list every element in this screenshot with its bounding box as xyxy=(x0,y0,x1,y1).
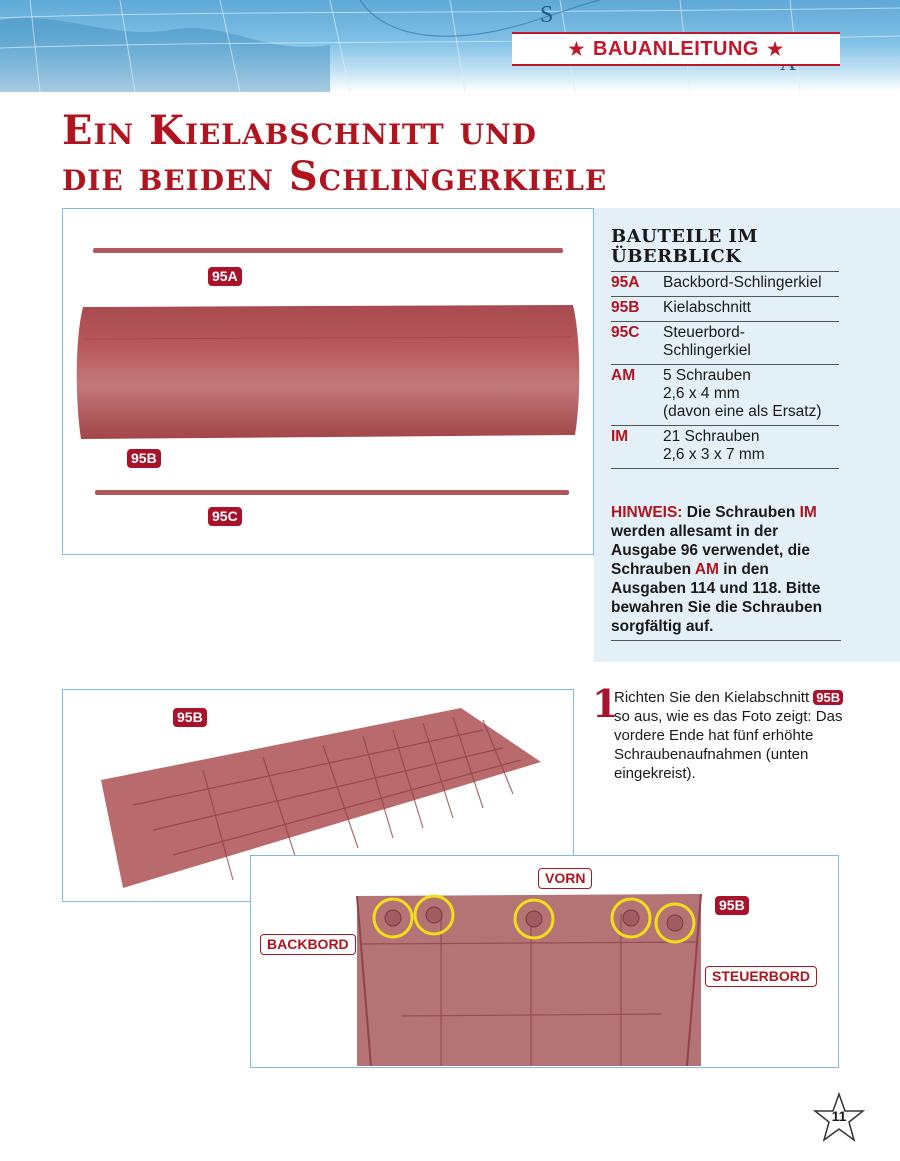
part-label-95b: 95B xyxy=(173,708,207,727)
part-code: AM xyxy=(611,365,663,426)
keel-front-detail-photo xyxy=(250,855,839,1068)
part-label-95c: 95C xyxy=(208,507,242,526)
note-text-2: werden allesamt in der Ausgabe 96 verwendet, die Schrauben xyxy=(611,523,810,578)
rail-95a xyxy=(93,248,563,253)
parts-illustration xyxy=(63,209,592,553)
step-code: 95B xyxy=(813,690,843,705)
keel-section-95b xyxy=(77,305,580,439)
note-label: HINWEIS: xyxy=(611,504,683,521)
parts-photo xyxy=(62,208,594,555)
page-number: 11 xyxy=(831,1108,847,1124)
part-desc: Kielabschnitt xyxy=(663,297,839,322)
title-line-1: Ein Kielabschnitt und xyxy=(62,107,537,154)
part-desc: 5 Schrauben 2,6 x 4 mm (davon eine als Ersatz) xyxy=(663,365,839,426)
parts-row xyxy=(611,365,839,426)
parts-row xyxy=(611,322,839,365)
star-icon: ★ xyxy=(767,38,784,59)
title-line-2: die beiden Schlingerkiele xyxy=(62,153,608,200)
parts-table xyxy=(611,271,839,469)
part-code: 95C xyxy=(611,322,663,365)
parts-heading-line-2: ÜBERBLICK xyxy=(611,246,742,267)
section-label xyxy=(512,32,840,66)
step-number: 1 xyxy=(592,681,619,726)
label-starboard: STEUERBORD xyxy=(705,966,817,987)
star-icon: ★ xyxy=(568,38,585,59)
map-letter-s: S xyxy=(540,2,554,28)
step-text-2: so aus, wie es das Foto zeigt: Das vordere Ende hat fünf erhöhte Schraubenaufnahmen (unten eingekreist). xyxy=(614,708,843,782)
parts-heading xyxy=(611,227,871,267)
label-front: VORN xyxy=(538,868,592,889)
part-code: 95A xyxy=(611,272,663,297)
page-title xyxy=(62,108,862,200)
part-desc: 21 Schrauben 2,6 x 3 x 7 mm xyxy=(663,426,839,469)
part-desc: Backbord-Schlingerkiel xyxy=(663,272,839,297)
step-text-1: Richten Sie den Kielabschnitt xyxy=(614,689,814,706)
step-text xyxy=(614,688,844,783)
parts-row xyxy=(611,426,839,469)
parts-heading-line-1: BAUTEILE IM xyxy=(611,226,758,247)
part-code: IM xyxy=(611,426,663,469)
note-text-1: Die Schrauben xyxy=(682,504,800,521)
note-code-am: AM xyxy=(694,561,719,578)
part-label-95b: 95B xyxy=(715,896,749,915)
note-paragraph xyxy=(611,503,841,641)
parts-row xyxy=(611,272,839,297)
note-text-3: in den Ausgaben 114 und 118. Bitte bewahren Sie die Schrauben sorgfältig auf. xyxy=(611,561,823,635)
note-code-im: IM xyxy=(799,504,817,521)
part-desc: Steuerbord- Schlingerkiel xyxy=(663,322,839,365)
section-label-text: BAUANLEITUNG xyxy=(593,37,759,60)
parts-row xyxy=(611,297,839,322)
part-code: 95B xyxy=(611,297,663,322)
label-port: BACKBORD xyxy=(260,934,356,955)
part-label-95b: 95B xyxy=(127,449,161,468)
part-label-95a: 95A xyxy=(208,267,242,286)
rail-95c xyxy=(95,490,569,495)
